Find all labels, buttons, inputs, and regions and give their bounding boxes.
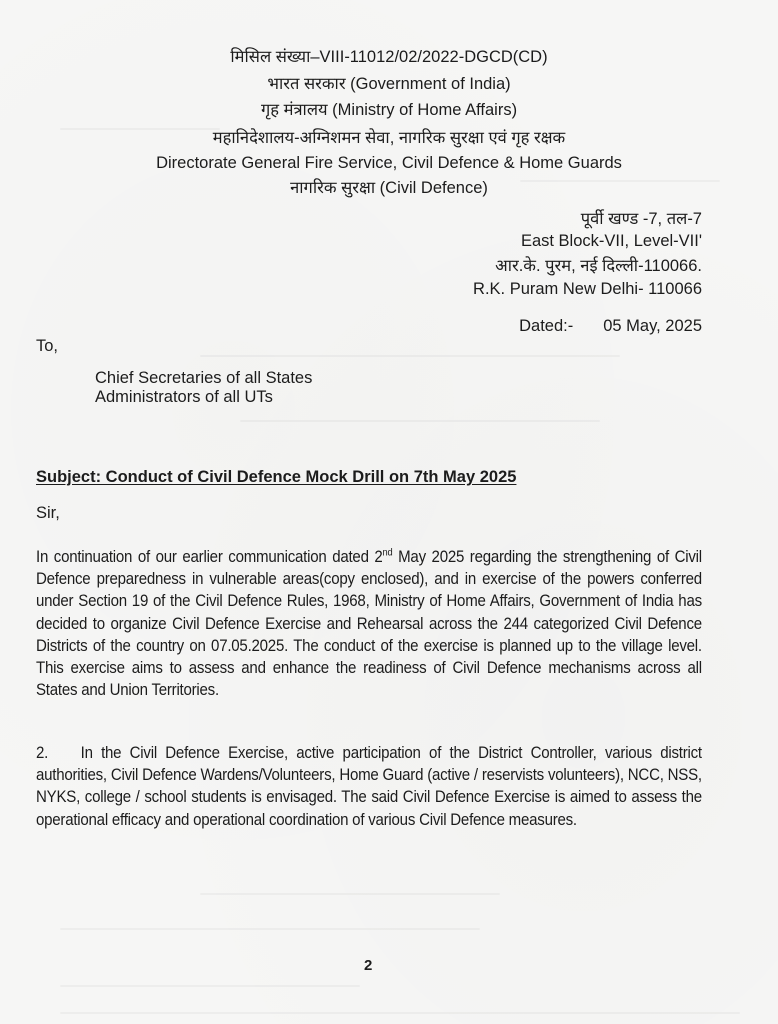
show-through-mark [60, 985, 360, 987]
paragraph-2 [36, 742, 702, 831]
show-through-mark [60, 1012, 740, 1014]
paragraph-2-text: In the Civil Defence Exercise, active participation of the District Controller, various district authorities, Civil Defence Wardens/Volunteers, Home Guard (active / reservists volunteers), NCC, NSS, NYKS, college / school students is envisaged. The said Civil Defence Exercise is aimed to assess the operational efficacy and operational coordination of various Civil Defence measures. [36, 744, 702, 829]
address-line-2: East Block-VII, Level-VII' [520, 232, 702, 250]
file-number: मिसिल संख्या–VIII-11012/02/2022-DGCD(CD) [230, 48, 548, 66]
paragraph-1 [36, 546, 702, 701]
ordinal-superscript: nd [382, 547, 393, 559]
addressee-line: Administrators of all UTs [95, 388, 273, 406]
directorate-english-heading: Directorate General Fire Service, Civil Defence & Home Guards [156, 154, 622, 172]
ministry-heading: गृह मंत्रालय (Ministry of Home Affairs) [260, 101, 518, 119]
to-label: To, [36, 337, 59, 355]
paragraph-number: 2. [36, 744, 49, 762]
show-through-mark [200, 355, 620, 357]
salutation: Sir, [36, 504, 60, 522]
division-heading: नागरिक सुरक्षा (Civil Defence) [290, 179, 488, 197]
show-through-mark [200, 893, 500, 895]
show-through-mark [60, 928, 480, 930]
address-line-4: R.K. Puram New Delhi- 110066 [473, 280, 702, 298]
show-through-mark [240, 420, 600, 422]
directorate-hindi-heading: महानिदेशालय-अग्निशमन सेवा, नागरिक सुरक्षा एवं गृह रक्षक [212, 129, 566, 147]
subject-line: Subject: Conduct of Civil Defence Mock Drill on 7th May 2025 [36, 468, 517, 486]
address-line-3: आर.के. पुरम, नई दिल्ली-110066. [495, 257, 702, 275]
paragraph-1-text-start: In continuation of our earlier communication dated 2 [36, 548, 383, 566]
date-value: 05 May, 2025 [603, 317, 702, 335]
government-heading: भारत सरकार (Government of India) [267, 75, 511, 93]
addressee-line: Chief Secretaries of all States [95, 369, 313, 387]
date-label: Dated:- [519, 317, 574, 335]
paragraph-1-text-rest: May 2025 regarding the strengthening of Civil Defence preparedness in vulnerable areas(copy enclosed), and in exercise of the powers conferred under Section 19 of the Civil Defence Rules, 1968, Ministry of Home Affairs, Government of India has decided to organize Civil Defence Exercise and Rehearsal across the 244 categorized Civil Defence Districts of the country on 07.05.2025. The conduct of the exercise is planned up to the village level. This exercise aims to assess and enhance the readiness of Civil Defence mechanisms across all States and Union Territories. [36, 548, 702, 700]
page-number: 2 [364, 957, 373, 974]
address-line-1: पूर्वी खण्ड -7, तल-7 [580, 210, 702, 228]
date-line [519, 316, 702, 336]
